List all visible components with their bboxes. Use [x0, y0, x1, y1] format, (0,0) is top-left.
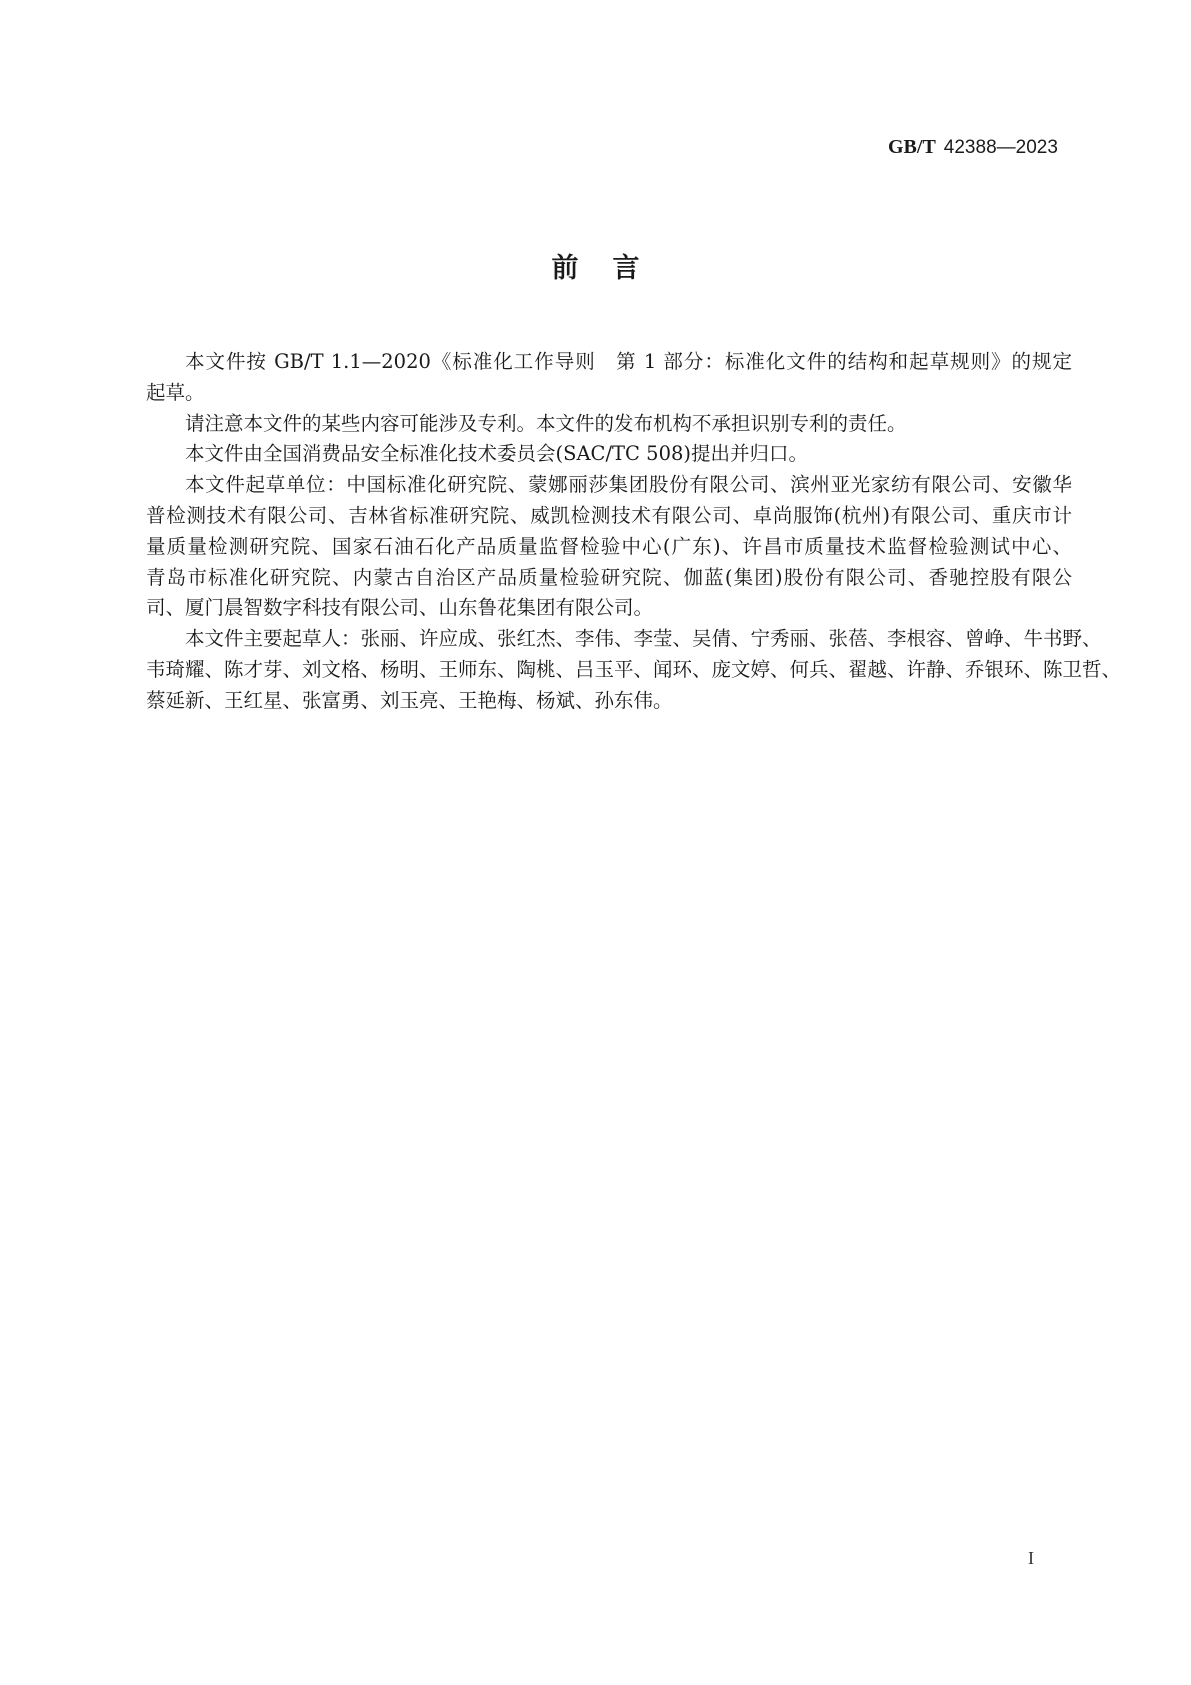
text-line: 本文件由全国消费品安全标准化技术委员会(SAC/TC 508)提出并归口。: [185, 442, 808, 466]
text-line: 请注意本文件的某些内容可能涉及专利。本文件的发布机构不承担识别专利的责任。: [185, 411, 907, 435]
page-number: I: [1028, 1548, 1034, 1568]
text-line: 本文件按 GB/T 1.1—2020《标准化工作导则 第 1 部分：标准化文件的结构和起草规则》的规定: [185, 350, 1072, 373]
text-line: 量质量检测研究院、国家石油石化产品质量监督检验中心(广东)、许昌市质量技术监督检验测试中心、: [146, 534, 1072, 558]
text-line: 青岛市标准化研究院、内蒙古自治区产品质量检验研究院、伽蓝(集团)股份有限公司、香驰控股有限公: [146, 565, 1072, 589]
paragraph-patent-notice: [146, 409, 1072, 440]
paragraph-drafting-organizations: [146, 470, 1072, 624]
paragraph-proposer: [146, 439, 1072, 470]
text-line: 起草。: [146, 380, 205, 404]
text-line: 普检测技术有限公司、吉林省标准研究院、威凯检测技术有限公司、卓尚服饰(杭州)有限公司、重庆市计: [146, 503, 1072, 527]
text-line: 本文件主要起草人：张丽、许应成、张红杰、李伟、李莹、吴倩、宁秀丽、张蓓、李根容、曾峥、牛书野、: [185, 627, 1102, 651]
standard-code: 42388—2023: [943, 137, 1058, 158]
page-title: 前言: [551, 253, 674, 284]
paragraph-drafters: [146, 624, 1122, 716]
standard-number: [888, 136, 1058, 159]
paragraph-drafting-rules: [146, 347, 1072, 409]
text-line: 韦琦耀、陈才芽、刘文格、杨明、王师东、陶桃、吕玉平、闻环、庞文婷、何兵、翟越、许静、乔银环、陈卫哲、: [146, 657, 1122, 681]
text-line: 蔡延新、王红星、张富勇、刘玉亮、王艳梅、杨斌、孙东伟。: [146, 688, 673, 712]
text-line: 本文件起草单位：中国标准化研究院、蒙娜丽莎集团股份有限公司、滨州亚光家纺有限公司、安徽华: [185, 473, 1072, 497]
standard-prefix: GB/T: [888, 136, 936, 158]
text-line: 司、厦门晨智数字科技有限公司、山东鲁花集团有限公司。: [146, 596, 654, 620]
foreword-body: [146, 347, 1122, 717]
